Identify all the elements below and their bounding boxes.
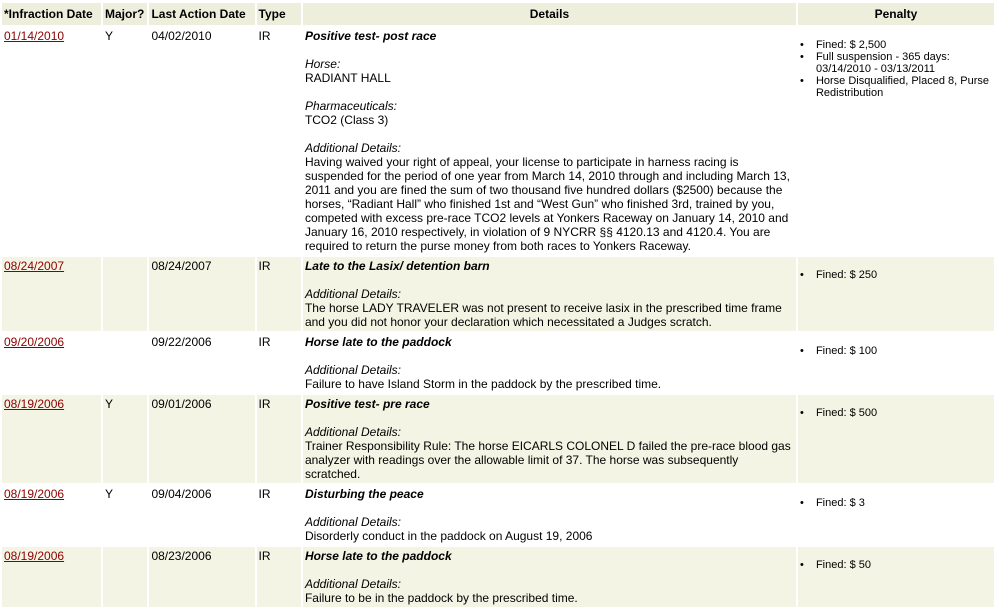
infraction-date-link[interactable]: 08/24/2007 [4,259,65,273]
penalty-item: • Fined: $ 3 [808,497,992,509]
additional-details-text: Failure to be in the paddock by the prescribed time. [304,591,578,605]
header-type[interactable]: Type [257,3,301,25]
penalty-list [800,39,992,99]
table-row [2,27,994,255]
type-cell: IR [258,335,271,349]
additional-details-text: Trainer Responsibility Rule: The horse EICARLS COLONEL D failed the pre-race blood gas analyzer with readings over the allowable limit of 37. The horse was subsequently scratched. [304,439,791,481]
penalty-item: • Fined: $ 2,500 [808,39,992,51]
type-cell: IR [258,29,271,43]
penalty-item: • Fined: $ 250 [808,269,992,281]
infraction-title: Horse late to the paddock [304,335,452,349]
details-cell [303,485,796,545]
penalty-list [800,269,992,281]
header-details[interactable]: Details [303,3,796,25]
infractions-table [0,1,996,609]
table-row [2,547,994,607]
penalty-cell [798,547,994,607]
infraction-date-link[interactable]: 09/20/2006 [4,335,65,349]
last-action-date-cell: 08/23/2006 [149,547,254,607]
additional-details-text: Disorderly conduct in the paddock on August 19, 2006 [304,529,593,543]
additional-details-text: Failure to have Island Storm in the paddock by the prescribed time. [304,377,662,391]
additional-details-text: Having waived your right of appeal, your license to participate in harness racing is suspended for the period of one year from March 14, 2010 through and including March 13, 2011 and you are fined the sum of two thousand five hundred dollars ($2500) because the horses, “Radiant Hall” who finished 1st and “West Gun” who finished 3rd, trained by you, competed with excess pre-race TCO2 levels at Yonkers Raceway on January 14, 2010 and January 16, 2010 respectively, in violation of 9 NYCRR §§ 4120.13 and 4120.4. You are required to return the purse money from both races to Yonkers Raceway. [304,155,790,253]
major-cell: Y [103,395,147,483]
last-action-date-cell: 09/04/2006 [151,487,212,501]
penalty-cell [798,395,994,483]
last-action-date-cell: 08/24/2007 [149,257,254,331]
additional-details-label: Additional Details: [304,363,401,377]
additional-details-text: The horse LADY TRAVELER was not present to receive lasix in the prescribed time frame and you did not honor your declaration which necessitated a Judges scratch. [304,301,782,329]
penalty-list [800,497,992,509]
penalty-item: • Fined: $ 500 [808,407,992,419]
penalty-list [800,407,992,419]
major-cell [103,333,147,393]
infraction-title: Positive test- pre race [304,397,430,411]
infraction-title: Late to the Lasix/ detention barn [304,259,490,273]
additional-details-label: Additional Details: [304,287,401,301]
penalty-cell [798,333,994,393]
penalty-list [800,345,992,357]
details-cell [303,395,796,483]
last-action-date-cell: 09/01/2006 [149,395,254,483]
infraction-title: Horse late to the paddock [304,549,452,563]
table-row [2,395,994,483]
type-cell: IR [257,547,301,607]
penalty-item: • Fined: $ 100 [808,345,992,357]
penalty-item: • Fined: $ 50 [808,559,992,571]
penalty-cell [798,485,994,545]
header-row [2,3,994,25]
major-cell: Y [105,487,114,501]
header-penalty[interactable]: Penalty [798,3,994,25]
details-cell [303,27,796,255]
details-cell [303,257,796,331]
header-last-action-date[interactable]: Last Action Date [149,3,254,25]
infraction-title: Positive test- post race [304,29,437,43]
pharmaceuticals-value: TCO2 (Class 3) [304,113,389,127]
additional-details-label: Additional Details: [304,425,401,439]
major-cell: Y [105,29,114,43]
header-major[interactable]: Major? [103,3,147,25]
table-row [2,485,994,545]
infraction-title: Disturbing the peace [304,487,424,501]
penalty-item: • Horse Disqualified, Placed 8, Purse Redistribution [808,75,992,99]
infraction-date-link[interactable]: 08/19/2006 [4,397,65,411]
details-cell [303,547,796,607]
penalty-cell [798,257,994,331]
horse-name: RADIANT HALL [304,71,391,85]
additional-details-label: Additional Details: [304,577,401,591]
header-infraction-date[interactable]: *Infraction Date [2,3,101,25]
major-cell [103,257,147,331]
last-action-date-cell: 04/02/2010 [151,29,212,43]
major-cell [103,547,147,607]
additional-details-label: Additional Details: [304,141,401,155]
infraction-date-link[interactable]: 08/19/2006 [4,487,65,501]
table-row [2,333,994,393]
type-cell: IR [257,257,301,331]
last-action-date-cell: 09/22/2006 [151,335,212,349]
additional-details-label: Additional Details: [304,515,401,529]
details-cell [303,333,796,393]
horse-label: Horse: [304,57,341,71]
type-cell: IR [257,395,301,483]
penalty-list [800,559,992,571]
penalty-cell [798,27,994,255]
pharmaceuticals-label: Pharmaceuticals: [304,99,397,113]
infraction-date-link[interactable]: 01/14/2010 [4,29,65,43]
penalty-item: • Full suspension - 365 days: 03/14/2010 - 03/13/2011 [808,51,992,75]
type-cell: IR [258,487,271,501]
table-row [2,257,994,331]
infraction-date-link[interactable]: 08/19/2006 [4,549,65,563]
